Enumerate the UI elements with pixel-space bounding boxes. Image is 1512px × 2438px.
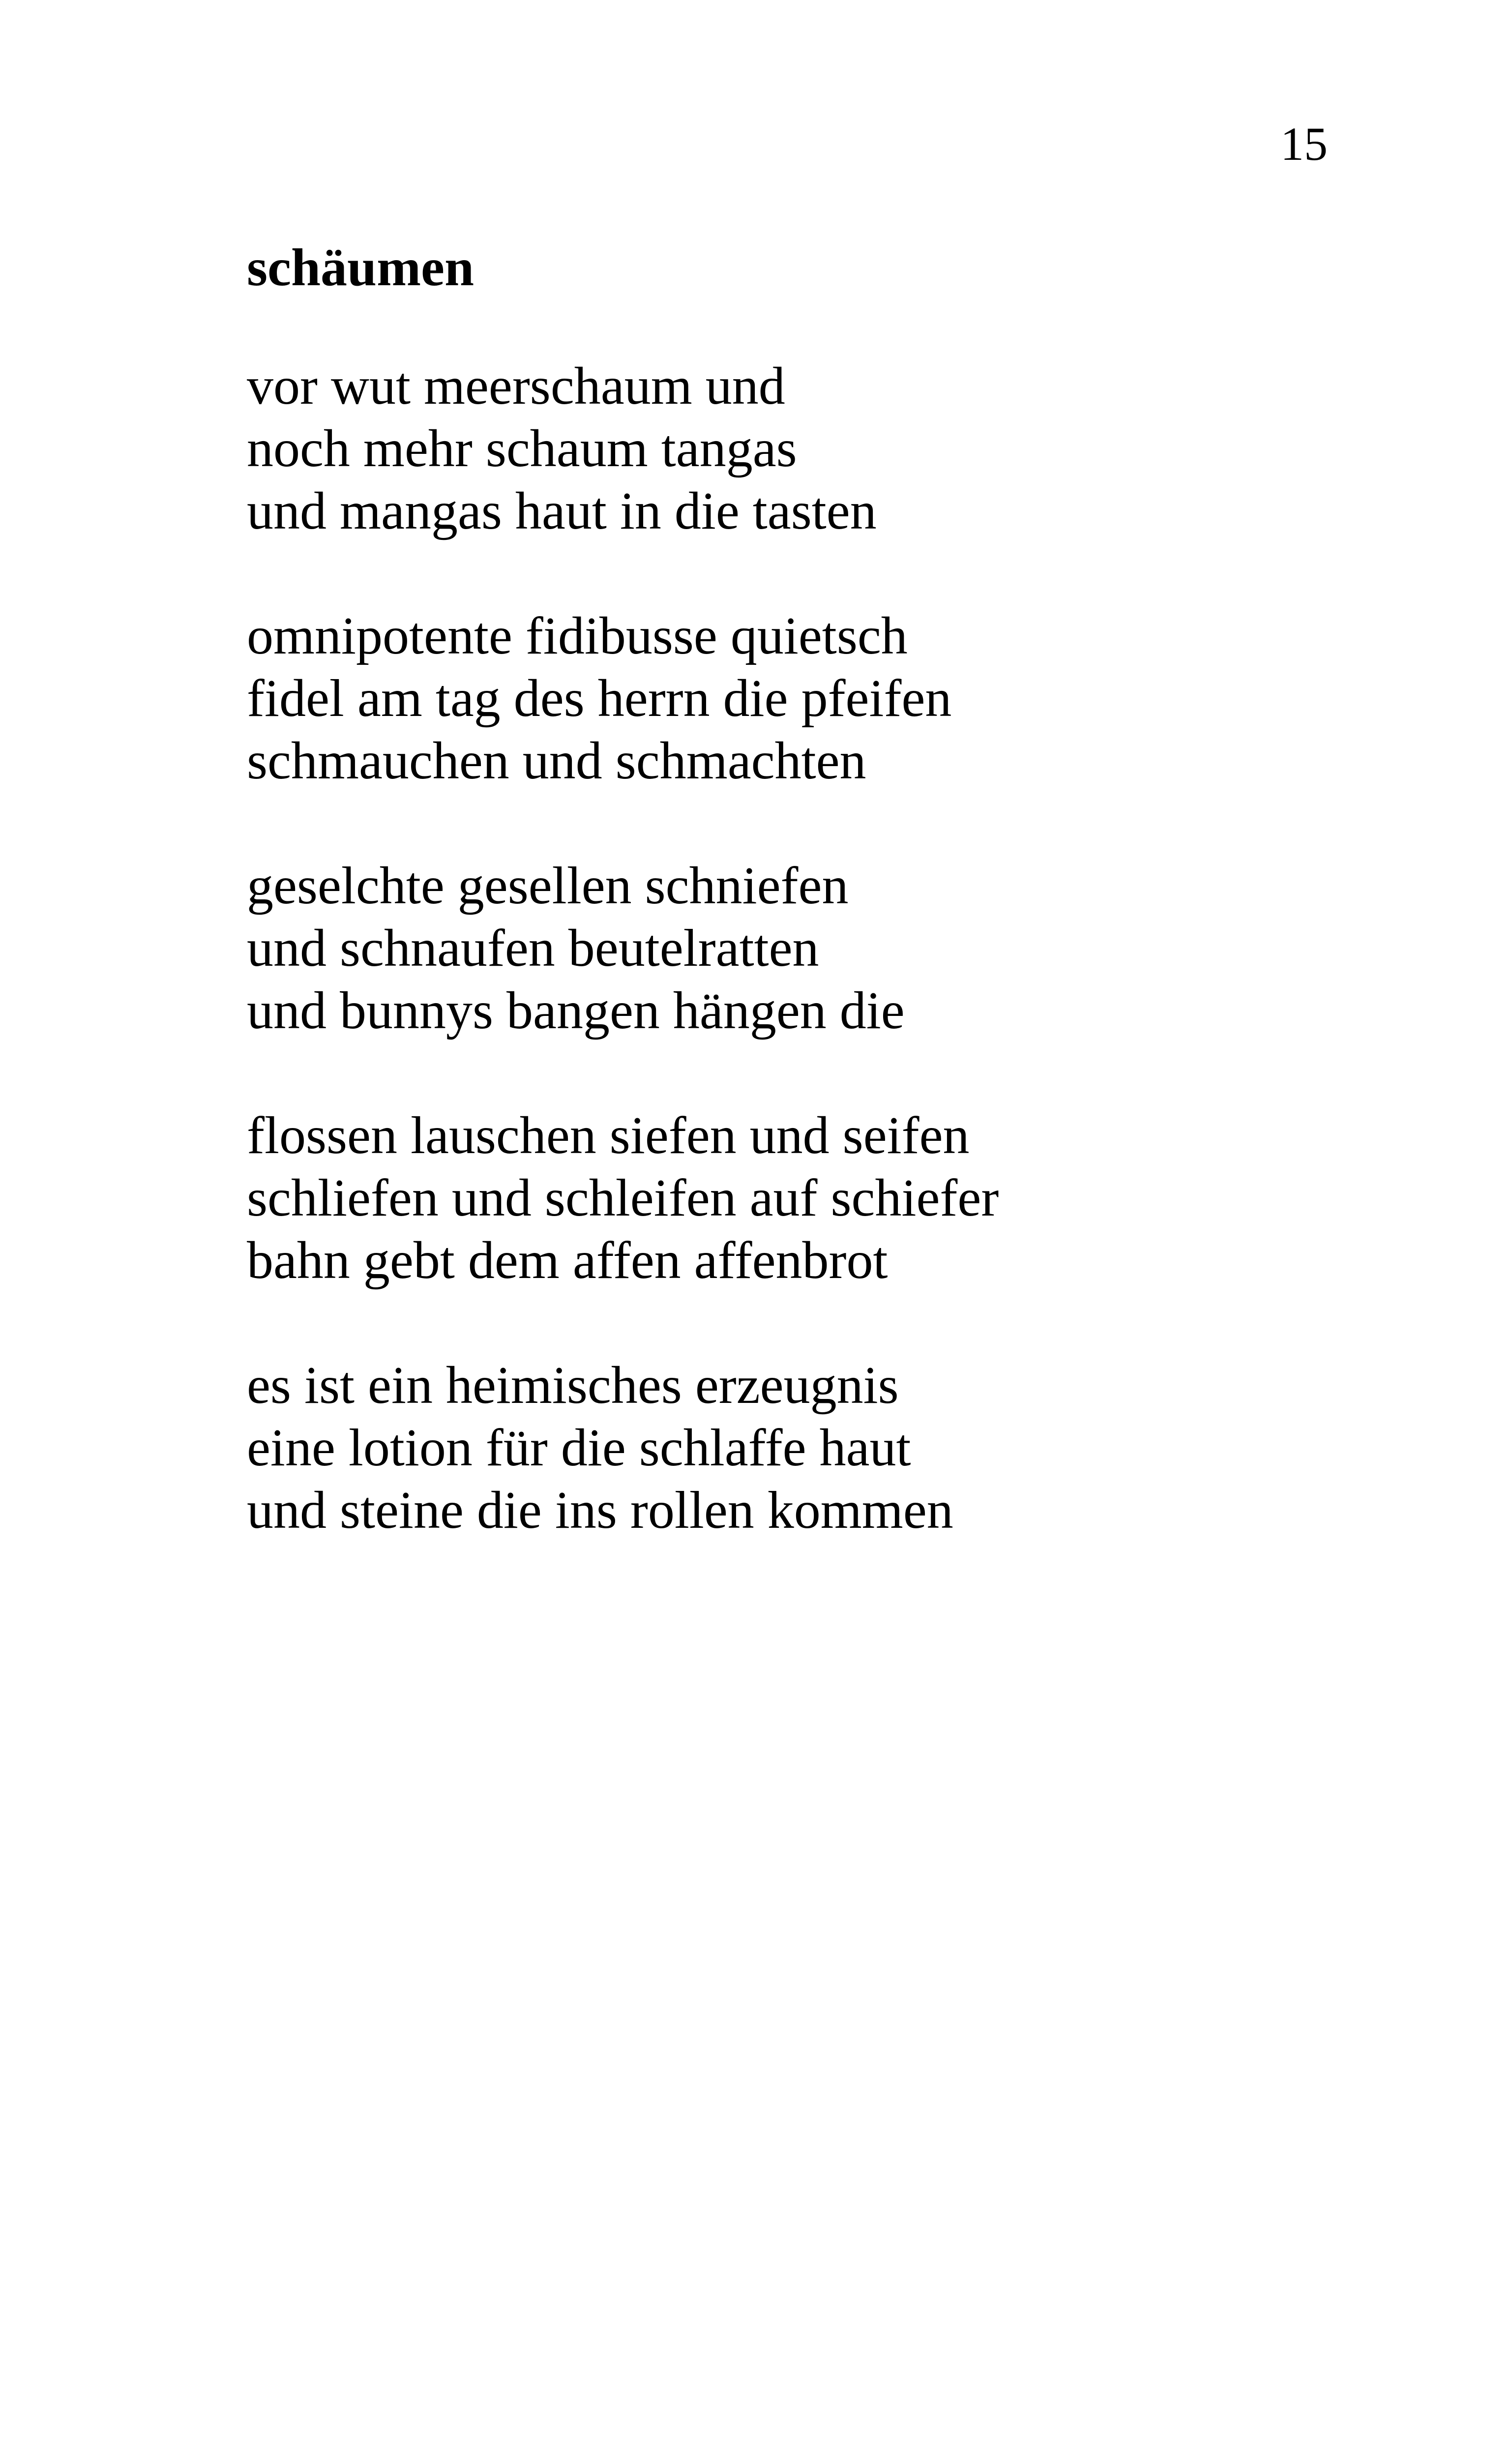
poem-line: omnipotente fidibusse quietsch	[247, 606, 908, 665]
page-number: 15	[1280, 118, 1328, 170]
poem-line: vor wut meerschaum und	[247, 357, 785, 416]
poem-line: geselchte gesellen schniefen	[247, 856, 849, 915]
stanza-3	[247, 855, 1378, 1042]
stanza-2	[247, 605, 1378, 792]
poem-line: eine lotion für die schlaffe haut	[247, 1418, 911, 1477]
stanza-5	[247, 1354, 1378, 1542]
poem-line: und mangas haut in die tasten	[247, 481, 877, 540]
poem-line: es ist ein heimisches erzeugnis	[247, 1356, 899, 1415]
poem-line: schmauchen und schmachten	[247, 731, 866, 790]
stanza-1	[247, 355, 1378, 542]
poem	[247, 236, 1378, 1604]
poem-line: noch mehr schaum tangas	[247, 419, 797, 478]
poem-line: flossen lauschen siefen und seifen	[247, 1106, 970, 1165]
poem-line: und schnaufen beutelratten	[247, 919, 819, 978]
poem-line: bahn gebt dem affen affenbrot	[247, 1231, 888, 1290]
poem-title: schäumen	[247, 238, 474, 297]
poem-line: fidel am tag des herrn die pfeifen	[247, 669, 952, 728]
poem-line: und steine die ins rollen kommen	[247, 1481, 953, 1540]
poem-line: schliefen und schleifen auf schiefer	[247, 1168, 999, 1227]
stanza-4	[247, 1104, 1378, 1292]
poem-line: und bunnys bangen hängen die	[247, 981, 905, 1040]
